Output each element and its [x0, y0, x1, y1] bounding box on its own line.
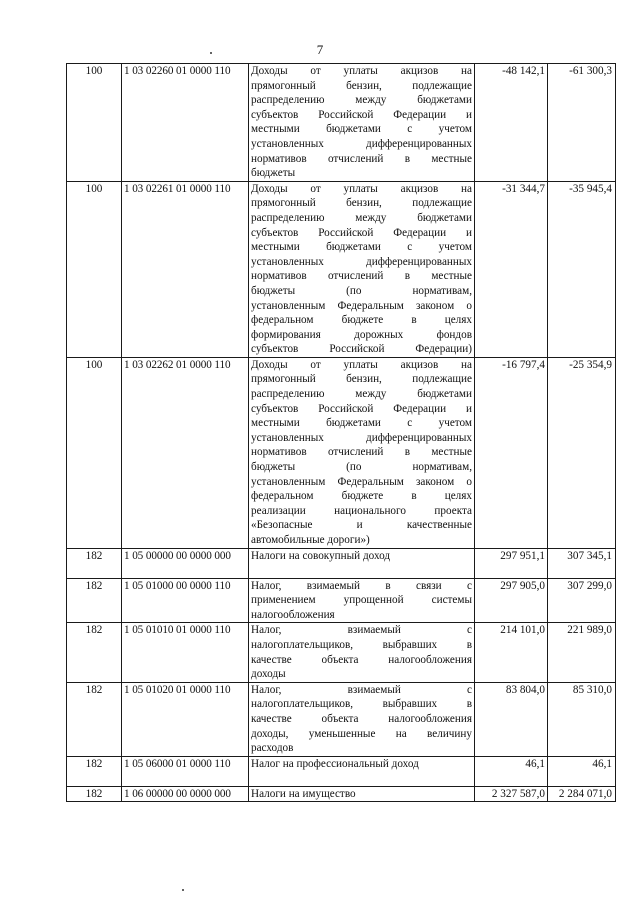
- amount-year1-cell: 297 951,1: [475, 548, 548, 578]
- description-line: прямогонный бензин, подлежащие: [251, 197, 472, 210]
- classification-code-cell: 1 05 01020 01 0000 110: [122, 682, 249, 756]
- admin-code-cell: 182: [67, 578, 122, 623]
- description-line: Доходы от уплаты акцизов на: [251, 358, 472, 371]
- description-line: местными бюджетами с учетом: [251, 241, 472, 254]
- admin-code-cell: 182: [67, 548, 122, 578]
- table-row: [67, 682, 616, 756]
- description-line: нормативов отчислений в местные: [251, 270, 472, 283]
- description-line: налогообложения: [251, 608, 335, 621]
- description-line: «Безопасные и качественные: [251, 519, 472, 532]
- description-line: доходы, уменьшенные на величину: [251, 727, 472, 740]
- amount-year1-cell: -48 142,1: [475, 64, 548, 182]
- amount-year1-cell: -16 797,4: [475, 357, 548, 548]
- description-line: прямогонный бензин, подлежащие: [251, 79, 472, 92]
- page-number: 7: [316, 42, 324, 57]
- description-cell: [249, 578, 475, 623]
- description-line: субъектов Российской Федерации и: [251, 108, 472, 121]
- description-cell: [249, 623, 475, 682]
- description-cell: [249, 64, 475, 182]
- classification-code-cell: 1 05 01010 01 0000 110: [122, 623, 249, 682]
- description-line: качестве объекта налогообложения: [251, 653, 472, 666]
- description-line: субъектов Российской Федерации и: [251, 402, 472, 415]
- description-line: применением упрощенной системы: [251, 594, 472, 607]
- description-cell: [249, 548, 475, 578]
- description-line: распределению между бюджетами: [251, 388, 472, 401]
- description-line: качестве объекта налогообложения: [251, 712, 472, 725]
- table-row: [67, 578, 616, 623]
- description-line: бюджеты (по нормативам,: [251, 284, 472, 297]
- description-line: Доходы от уплаты акцизов на: [251, 182, 472, 195]
- admin-code-cell: 182: [67, 682, 122, 756]
- description-line: Налог на профессиональный доход: [251, 757, 419, 770]
- description-line: нормативов отчислений в местные: [251, 446, 472, 459]
- description-cell: [249, 357, 475, 548]
- classification-code-cell: 1 03 02261 01 0000 110: [122, 181, 249, 357]
- description-line: установленных дифференцированных: [251, 255, 472, 268]
- amount-year1-cell: 46,1: [475, 756, 548, 786]
- amount-year2-cell: -25 354,9: [548, 357, 616, 548]
- amount-year1-cell: 2 327 587,0: [475, 786, 548, 802]
- description-line: прямогонный бензин, подлежащие: [251, 373, 472, 386]
- description-line: расходов: [251, 742, 294, 755]
- description-line: Налоги на совокупный доход: [251, 549, 391, 562]
- classification-code-cell: 1 03 02260 01 0000 110: [122, 64, 249, 182]
- classification-code-cell: 1 03 02262 01 0000 110: [122, 357, 249, 548]
- admin-code-cell: 100: [67, 357, 122, 548]
- description-line: установленных дифференцированных: [251, 137, 472, 150]
- description-cell: [249, 756, 475, 786]
- admin-code-cell: 182: [67, 786, 122, 802]
- admin-code-cell: 100: [67, 181, 122, 357]
- admin-code-cell: 100: [67, 64, 122, 182]
- table-row: [67, 623, 616, 682]
- description-line: формирования дорожных фондов: [251, 328, 472, 341]
- table-row: [67, 357, 616, 548]
- description-line: субъектов Российской Федерации и: [251, 226, 472, 239]
- amount-year1-cell: 297 905,0: [475, 578, 548, 623]
- table-row: [67, 64, 616, 182]
- description-line: автомобильные дороги»): [251, 534, 370, 546]
- description-line: Налог, взимаемый с: [251, 624, 472, 637]
- description-line: установленным Федеральным законом о: [251, 475, 472, 488]
- description-line: Налог, взимаемый в связи с: [251, 579, 472, 592]
- amount-year1-cell: 214 101,0: [475, 623, 548, 682]
- description-line: нормативов отчислений в местные: [251, 152, 472, 165]
- amount-year2-cell: 46,1: [548, 756, 616, 786]
- description-line: распределению между бюджетами: [251, 94, 472, 107]
- amount-year2-cell: 307 345,1: [548, 548, 616, 578]
- amount-year2-cell: -61 300,3: [548, 64, 616, 182]
- classification-code-cell: 1 05 00000 00 0000 000: [122, 548, 249, 578]
- table-row: [67, 786, 616, 802]
- description-line: федеральном бюджете в целях: [251, 490, 472, 503]
- description-line: Доходы от уплаты акцизов на: [251, 65, 472, 77]
- description-line: распределению между бюджетами: [251, 211, 472, 224]
- scan-speck: [182, 889, 184, 891]
- table-row: [67, 181, 616, 357]
- amount-year2-cell: -35 945,4: [548, 181, 616, 357]
- description-line: бюджеты (по нормативам,: [251, 461, 472, 474]
- classification-code-cell: 1 06 00000 00 0000 000: [122, 786, 249, 802]
- amount-year2-cell: 85 310,0: [548, 682, 616, 756]
- admin-code-cell: 182: [67, 623, 122, 682]
- description-line: местными бюджетами с учетом: [251, 417, 472, 430]
- description-line: субъектов Российской Федерации): [251, 343, 472, 356]
- description-line: Налоги на имущество: [251, 787, 356, 800]
- amount-year2-cell: 221 989,0: [548, 623, 616, 682]
- amount-year1-cell: 83 804,0: [475, 682, 548, 756]
- description-cell: [249, 181, 475, 357]
- description-line: бюджеты: [251, 167, 296, 180]
- description-line: установленных дифференцированных: [251, 431, 472, 444]
- description-line: налогоплательщиков, выбравших в: [251, 698, 472, 711]
- description-line: местными бюджетами с учетом: [251, 123, 472, 136]
- scan-speck: [210, 52, 212, 54]
- description-line: федеральном бюджете в целях: [251, 314, 472, 327]
- description-cell: [249, 786, 475, 802]
- classification-code-cell: 1 05 01000 00 0000 110: [122, 578, 249, 623]
- amount-year2-cell: 307 299,0: [548, 578, 616, 623]
- description-line: Налог, взимаемый с: [251, 683, 472, 696]
- revenue-table: [66, 63, 616, 802]
- amount-year2-cell: 2 284 071,0: [548, 786, 616, 802]
- classification-code-cell: 1 05 06000 01 0000 110: [122, 756, 249, 786]
- description-line: налогоплательщиков, выбравших в: [251, 638, 472, 651]
- table-row: [67, 756, 616, 786]
- description-line: установленным Федеральным законом о: [251, 299, 472, 312]
- admin-code-cell: 182: [67, 756, 122, 786]
- table-row: [67, 548, 616, 578]
- description-line: доходы: [251, 668, 286, 681]
- description-line: реализации национального проекта: [251, 504, 472, 517]
- description-cell: [249, 682, 475, 756]
- amount-year1-cell: -31 344,7: [475, 181, 548, 357]
